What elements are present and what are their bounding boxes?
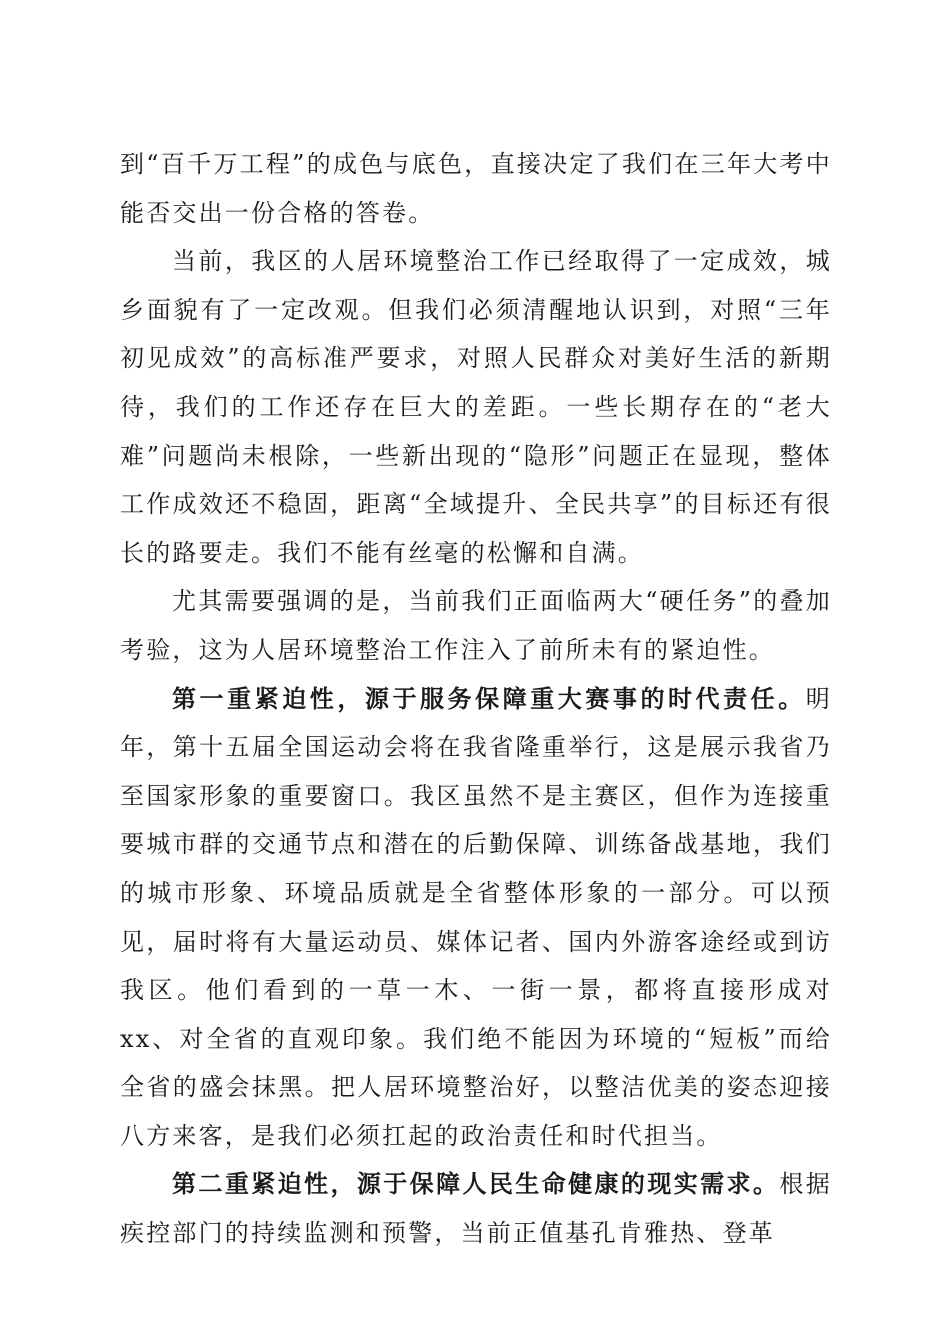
paragraph-3-text: 尤其需要强调的是，当前我们正面临两大“硬任务”的叠加考验，这为人居环境整治工作注入了前所未有的紧迫性。 (120, 587, 832, 664)
paragraph-1 (120, 140, 832, 237)
paragraph-3 (120, 577, 832, 674)
paragraph-4 (120, 675, 832, 1161)
paragraph-2-text: 当前，我区的人居环境整治工作已经取得了一定成效，城乡面貌有了一定改观。但我们必须清醒地认识到，对照“三年初见成效”的高标准严要求，对照人民群众对美好生活的新期待，我们的工作还存在巨大的差距。一些长期存在的“老大难”问题尚未根除，一些新出现的“隐形”问题正在显现，整体工作成效还不稳固，距离“全域提升、全民共享”的目标还有很长的路要走。我们不能有丝毫的松懈和自满。 (120, 247, 832, 567)
paragraph-5 (120, 1160, 832, 1257)
paragraph-1-text: 到“百千万工程”的成色与底色，直接决定了我们在三年大考中能否交出一份合格的答卷。 (120, 150, 832, 227)
document-body (120, 140, 832, 1258)
paragraph-4-lead: 第一重紧迫性，源于服务保障重大赛事的时代责任。 (172, 683, 806, 713)
paragraph-5-text: 根据疾控部门的持续监测和预警，当前正值基孔肯雅热、登革 (120, 1170, 832, 1248)
paragraph-2 (120, 237, 832, 577)
paragraph-5-lead: 第二重紧迫性，源于保障人民生命健康的现实需求。 (172, 1169, 780, 1199)
paragraph-4-text: 明年，第十五届全国运动会将在我省隆重举行，这是展示我省乃至国家形象的重要窗口。我区虽然不是主赛区，但作为连接重要城市群的交通节点和潜在的后勤保障、训练备战基地，我们的城市形象、环境品质就是全省整体形象的一部分。可以预见，届时将有大量运动员、媒体记者、国内外游客途经或到访我区。他们看到的一草一木、一街一景，都将直接形成对xx、对全省的直观印象。我们绝不能因为环境的“短板”而给全省的盛会抹黑。把人居环境整治好，以整洁优美的姿态迎接八方来客，是我们必须扛起的政治责任和时代担当。 (120, 684, 832, 1150)
